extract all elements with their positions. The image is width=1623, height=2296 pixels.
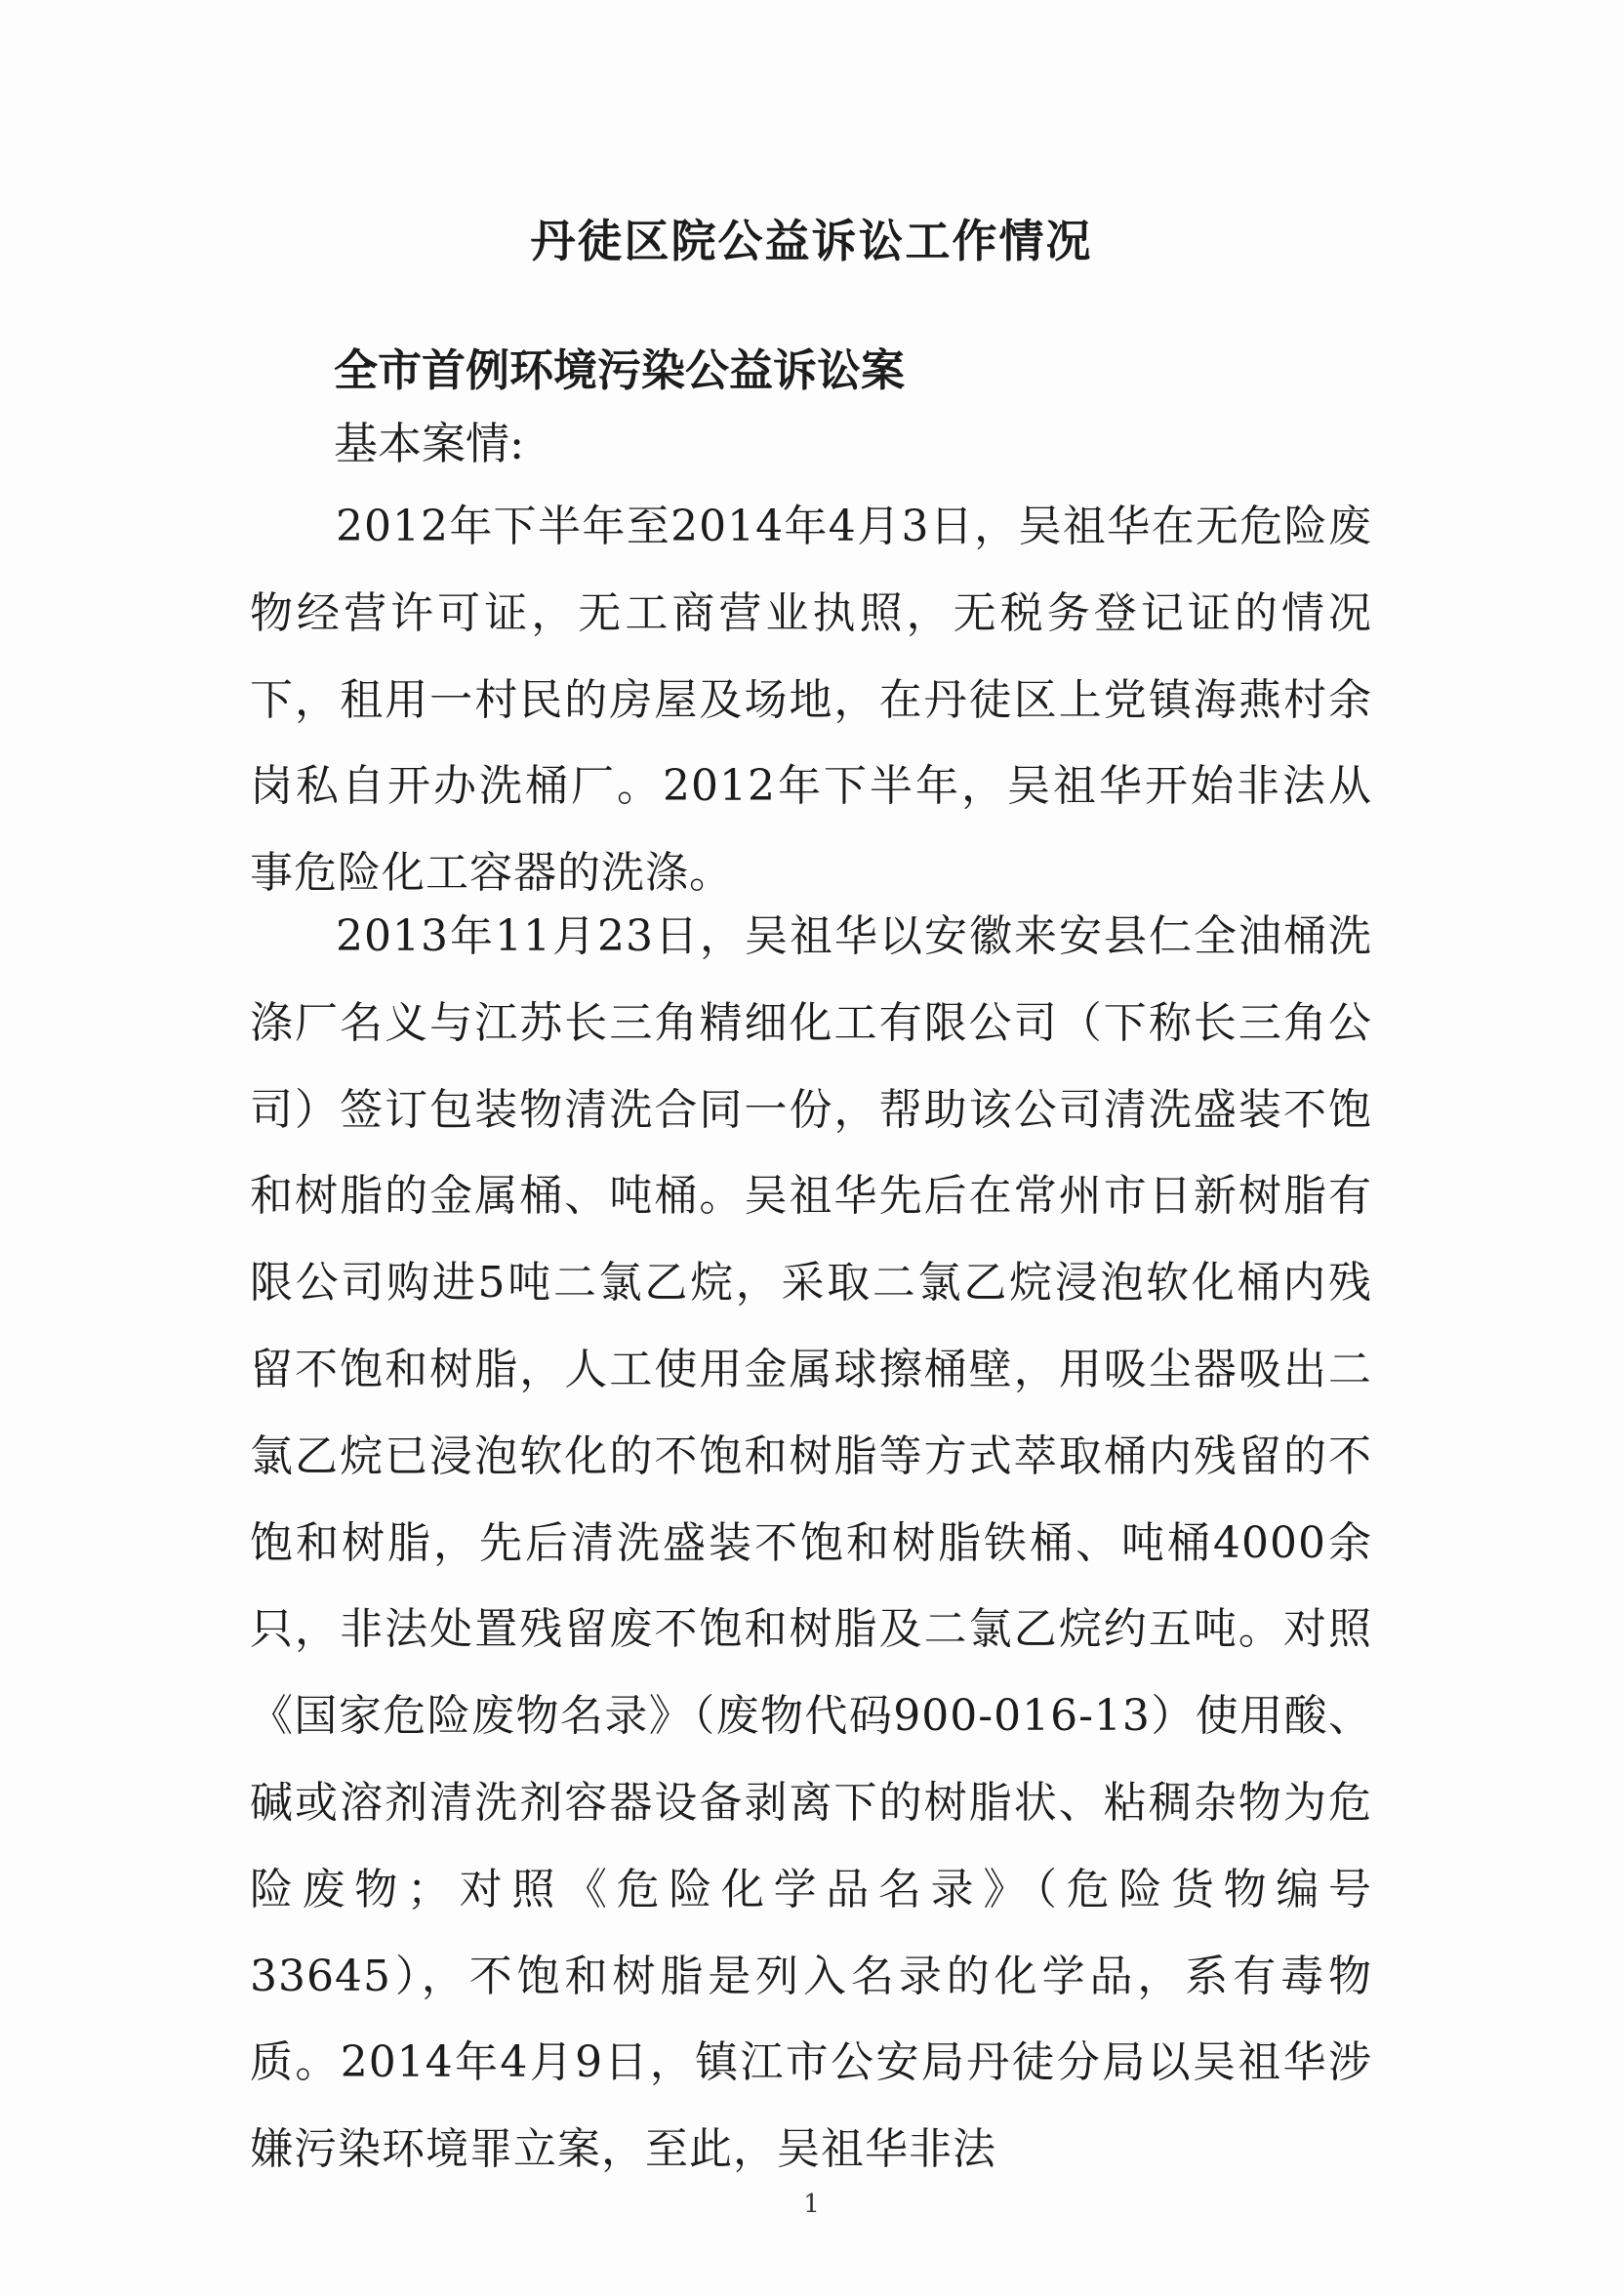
facts-heading: 基本案情: bbox=[334, 418, 525, 469]
paragraph-1: 2012年下半年至2014年4月3日，吴祖华在无危险废物经营许可证，无工商营业执照，无税务登记证的情况下，租用一村民的房屋及场地，在丹徒区上党镇海燕村余岗私自开办洗桶厂。2012年下半年，吴祖华开始非法从事危险化工容器的洗涤。 bbox=[250, 502, 1372, 899]
page-number: 1 bbox=[803, 2190, 820, 2219]
case-heading: 全市首例环境污染公益诉讼案 bbox=[334, 344, 906, 396]
paragraph-2: 2013年11月23日，吴祖华以安徽来安县仁全油桶洗涤厂名义与江苏长三角精细化工有限公司（下称长三角公司）签订包装物清洗合同一份，帮助该公司清洗盛装不饱和树脂的金属桶、吨桶。吴祖华先后在常州市日新树脂有限公司购进5吨二氯乙烷，采取二氯乙烷浸泡软化桶内残留不饱和树脂，人工使用金属球擦桶壁，用吸尘器吸出二氯乙烷已浸泡软化的不饱和树脂等方式萃取桶内残留的不饱和树脂，先后清洗盛装不饱和树脂铁桶、吨桶4000余只，非法处置残留废不饱和树脂及二氯乙烷约五吨。对照《国家危险废物名录》（废物代码900-016-13）使用酸、碱或溶剂清洗剂容器设备剥离下的树脂状、粘稠杂物为危险废物；对照《危险化学品名录》（危险货物编号33645），不饱和树脂是列入名录的化学品，系有毒物质。2014年4月9日，镇江市公安局丹徒分局以吴祖华涉嫌污染环境罪立案，至此，吴祖华非法 bbox=[250, 911, 1372, 2175]
document-title: 丹徒区院公益诉讼工作情况 bbox=[530, 215, 1093, 267]
